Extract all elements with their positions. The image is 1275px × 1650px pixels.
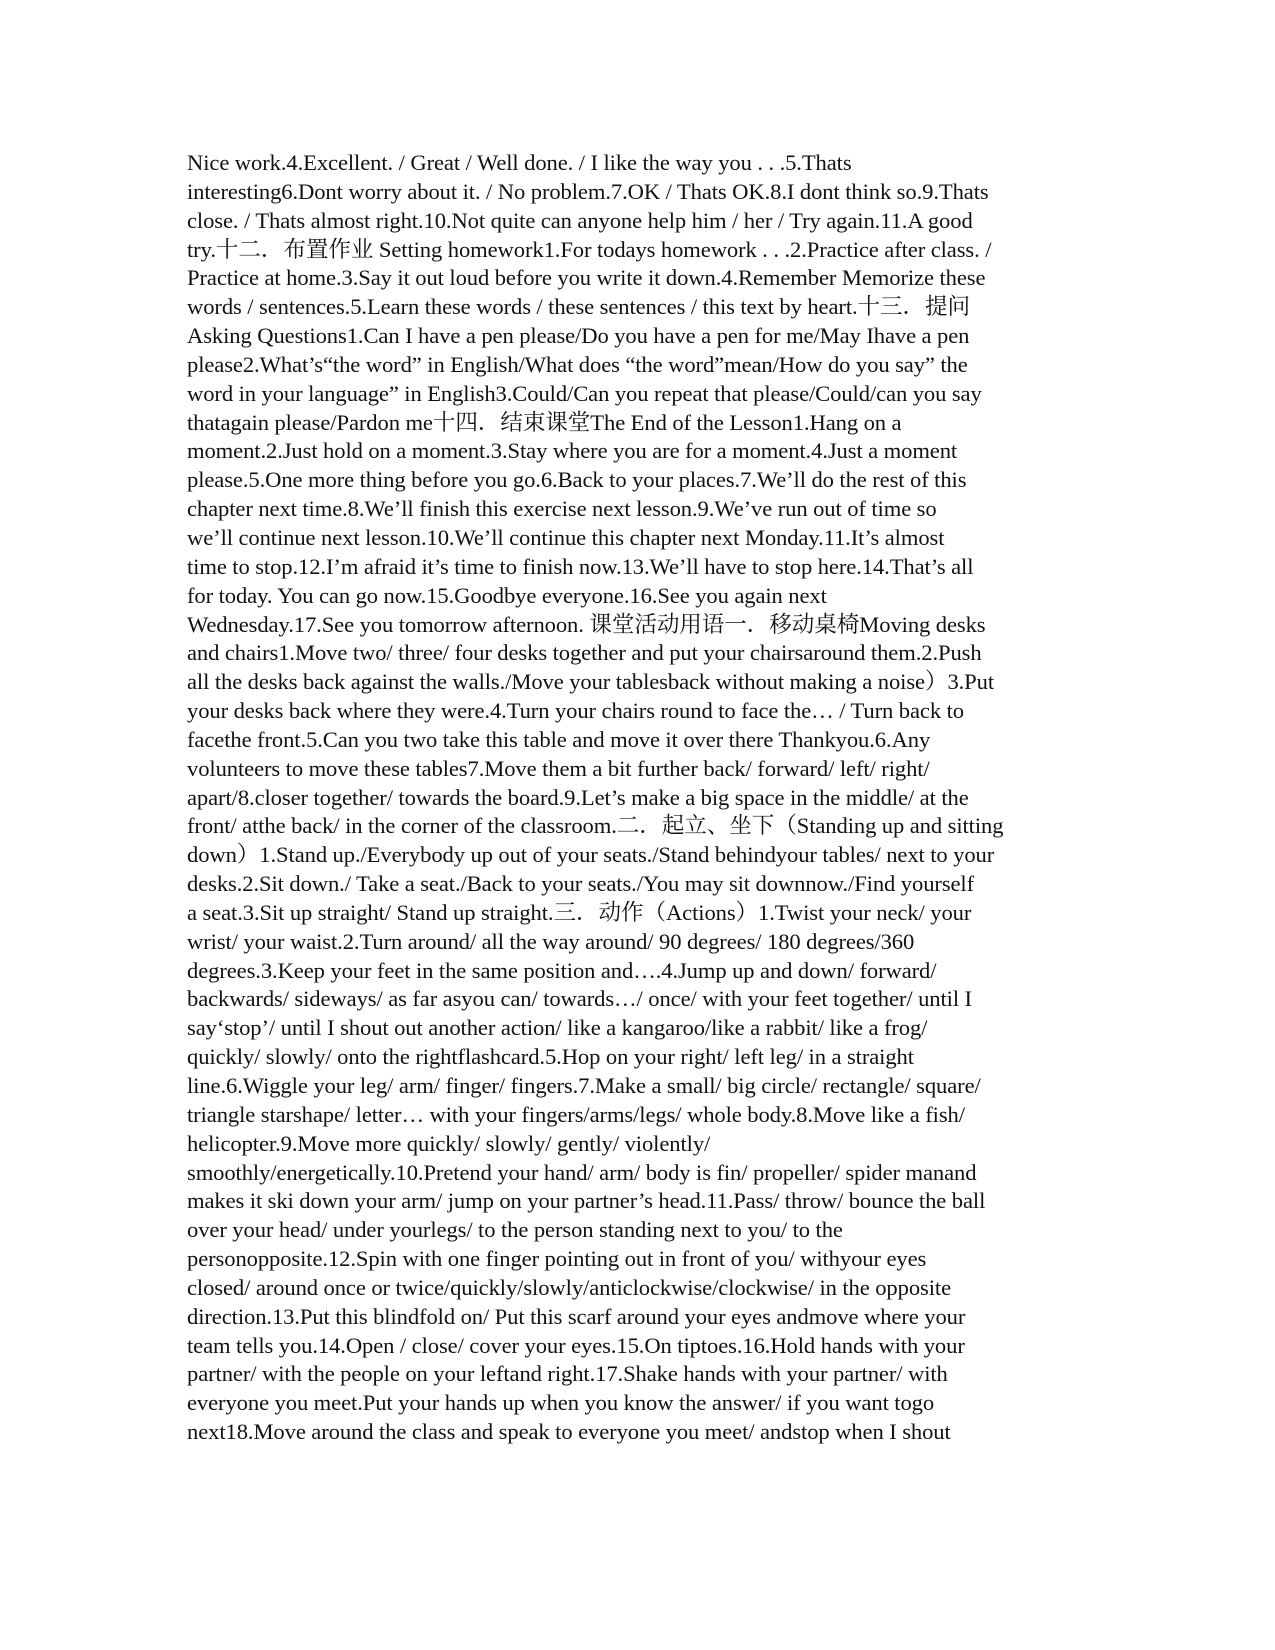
text-line: please.5.One more thing before you go.6.Back to your places.7.We’ll do the rest of this <box>187 467 967 493</box>
text-line: facethe front.5.Can you two take this table and move it over there Thankyou.6.Any <box>187 726 931 752</box>
text-line: closed/ around once or twice/quickly/slowly/anticlockwise/clockwise/ in the opposite <box>187 1274 951 1300</box>
text-line: down）1.Stand up./Everybody up out of your seats./Stand behindyour tables/ next to your <box>187 842 995 868</box>
text-line: for today. You can go now.15.Goodbye everyone.16.See you again next <box>187 582 827 608</box>
text-line: helicopter.9.Move more quickly/ slowly/ gently/ violently/ <box>187 1130 711 1156</box>
text-line: direction.13.Put this blindfold on/ Put this scarf around your eyes andmove where your <box>187 1303 966 1329</box>
text-line: your desks back where they were.4.Turn your chairs round to face the… / Turn back to <box>187 698 964 724</box>
text-line: Nice work.4.Excellent. / Great / Well done. / I like the way you . . .5.Thats <box>187 150 852 175</box>
text-line: triangle starshape/ letter… with your fingers/arms/legs/ whole body.8.Move like a fish/ <box>187 1101 965 1127</box>
text-line: close. / Thats almost right.10.Not quite can anyone help him / her / Try again.11.A good <box>187 207 973 233</box>
text-line: words / sentences.5.Learn these words / these sentences / this text by heart.十三．提问 <box>187 294 971 320</box>
text-line: and chairs1.Move two/ three/ four desks together and put your chairsaround them.2.Push <box>187 640 982 666</box>
text-line: Practice at home.3.Say it out loud before you write it down.4.Remember Memorize these <box>187 265 986 291</box>
text-line: time to stop.12.I’m afraid it’s time to finish now.13.We’ll have to stop here.14.That’s all <box>187 553 974 579</box>
text-line: team tells you.14.Open / close/ cover your eyes.15.On tiptoes.16.Hold hands with your <box>187 1332 965 1358</box>
text-line: next18.Move around the class and speak to everyone you meet/ andstop when I shout <box>187 1419 951 1445</box>
text-line: apart/8.closer together/ towards the board.9.Let’s make a big space in the middle/ at the <box>187 784 969 810</box>
text-line: we’ll continue next lesson.10.We’ll continue this chapter next Monday.11.It’s almost <box>187 524 945 550</box>
text-line: wrist/ your waist.2.Turn around/ all the way around/ 90 degrees/ 180 degrees/360 <box>187 928 915 954</box>
text-line: Asking Questions1.Can I have a pen please/Do you have a pen for me/May Ihave a pen <box>187 323 970 349</box>
body-text <box>187 149 1087 1447</box>
text-line: partner/ with the people on your leftand right.17.Shake hands with your partner/ with <box>187 1361 948 1387</box>
text-line: degrees.3.Keep your feet in the same position and….4.Jump up and down/ forward/ <box>187 957 937 983</box>
text-line: chapter next time.8.We’ll finish this exercise next lesson.9.We’ve run out of time so <box>187 496 937 522</box>
text-line: Wednesday.17.See you tomorrow afternoon. 课堂活动用语一．移动桌椅Moving desks <box>187 611 986 637</box>
text-line: makes it ski down your arm/ jump on your partner’s head.11.Pass/ throw/ bounce the ball <box>187 1188 986 1214</box>
text-line: personopposite.12.Spin with one finger pointing out in front of you/ withyour eyes <box>187 1246 927 1272</box>
text-line: backwards/ sideways/ as far asyou can/ towards…/ once/ with your feet together/ until I <box>187 986 972 1012</box>
text-line: front/ atthe back/ in the corner of the classroom.二．起立、坐下（Standing up and sitting <box>187 813 1004 839</box>
text-line: all the desks back against the walls./Move your tablesback without making a noise）3.Put <box>187 669 995 695</box>
text-line: moment.2.Just hold on a moment.3.Stay where you are for a moment.4.Just a moment <box>187 438 958 464</box>
text-line: say‘stop’/ until I shout out another action/ like a kangaroo/like a rabbit/ like a frog/ <box>187 1015 928 1041</box>
text-line: try.十二．布置作业 Setting homework1.For todays homework . . .2.Practice after class. / <box>187 236 992 262</box>
text-line: everyone you meet.Put your hands up when you know the answer/ if you want togo <box>187 1390 935 1416</box>
text-line: line.6.Wiggle your leg/ arm/ finger/ fingers.7.Make a small/ big circle/ rectangle/ square/ <box>187 1073 981 1098</box>
text-line: please2.What’s“the word” in English/What does “the word”mean/How do you say” the <box>187 351 968 377</box>
text-line: quickly/ slowly/ onto the rightflashcard.5.Hop on your right/ left leg/ in a straight <box>187 1044 914 1070</box>
text-line: volunteers to move these tables7.Move them a bit further back/ forward/ left/ right/ <box>187 755 930 781</box>
text-line: thatagain please/Pardon me十四．结束课堂The End of the Lesson1.Hang on a <box>187 409 902 435</box>
text-line: word in your language” in English3.Could/Can you repeat that please/Could/can you say <box>187 380 982 406</box>
text-line: desks.2.Sit down./ Take a seat./Back to your seats./You may sit downnow./Find yourself <box>187 871 975 897</box>
text-line: a seat.3.Sit up straight/ Stand up straight.三．动作（Actions）1.Twist your neck/ your <box>187 899 972 925</box>
text-line: interesting6.Dont worry about it. / No problem.7.OK / Thats OK.8.I dont think so.9.Thats <box>187 178 989 204</box>
text-line: smoothly/energetically.10.Pretend your hand/ arm/ body is fin/ propeller/ spider manand <box>187 1159 977 1185</box>
text-line: over your head/ under yourlegs/ to the person standing next to you/ to the <box>187 1217 843 1243</box>
